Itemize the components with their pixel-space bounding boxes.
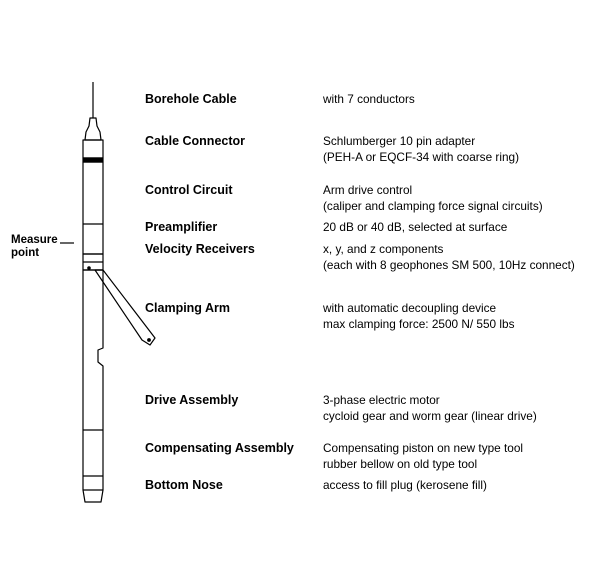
arm-pivot	[88, 267, 90, 269]
description-line: Schlumberger 10 pin adapter	[323, 134, 476, 148]
component-description	[323, 440, 523, 472]
cable-connector-shape	[85, 118, 101, 140]
description-line: cycloid gear and worm gear (linear drive)	[323, 409, 537, 423]
component-description	[323, 300, 514, 332]
component-name: Bottom Nose	[145, 478, 223, 492]
component-name: Clamping Arm	[145, 301, 230, 315]
clamping-section-body	[83, 270, 103, 490]
upper-body-shape	[83, 140, 103, 158]
description-line: with automatic decoupling device	[323, 301, 497, 315]
description-line: with 7 conductors	[323, 92, 415, 106]
component-description	[323, 241, 575, 273]
description-line: rubber bellow on old type tool	[323, 457, 478, 471]
description-line: 20 dB or 40 dB, selected at surface	[323, 220, 508, 234]
component-name: Drive Assembly	[145, 393, 239, 407]
component-name: Preamplifier	[145, 220, 218, 234]
description-line: Arm drive control	[323, 183, 413, 197]
control-circuit-body	[83, 162, 103, 254]
description-line: 3-phase electric motor	[323, 393, 440, 407]
component-description	[323, 219, 507, 235]
component-name: Velocity Receivers	[145, 242, 255, 256]
description-line: (each with 8 geophones SM 500, 10Hz connect)	[323, 258, 575, 272]
component-description	[323, 182, 543, 214]
measure-point-label	[11, 234, 58, 260]
description-line: (caliper and clamping force signal circuits)	[323, 199, 543, 213]
component-name: Cable Connector	[145, 134, 246, 148]
measure-point-line1: Measure	[11, 234, 58, 246]
bottom-nose-shape	[83, 490, 103, 502]
component-name: Compensating Assembly	[145, 441, 294, 455]
description-line: x, y, and z components	[323, 242, 444, 256]
component-description	[323, 477, 487, 493]
component-description	[323, 133, 519, 165]
description-line: Compensating piston on new type tool	[323, 441, 524, 455]
description-line: max clamping force: 2500 N/ 550 lbs	[323, 317, 515, 331]
component-description	[323, 392, 537, 424]
description-line: access to fill plug (kerosene fill)	[323, 478, 487, 492]
arm-tip-pin	[148, 339, 151, 342]
component-name: Control Circuit	[145, 183, 233, 197]
measure-point-line2: point	[11, 247, 40, 259]
component-description	[323, 91, 415, 107]
description-line: (PEH-A or EQCF-34 with coarse ring)	[323, 150, 520, 164]
component-name: Borehole Cable	[145, 92, 237, 106]
